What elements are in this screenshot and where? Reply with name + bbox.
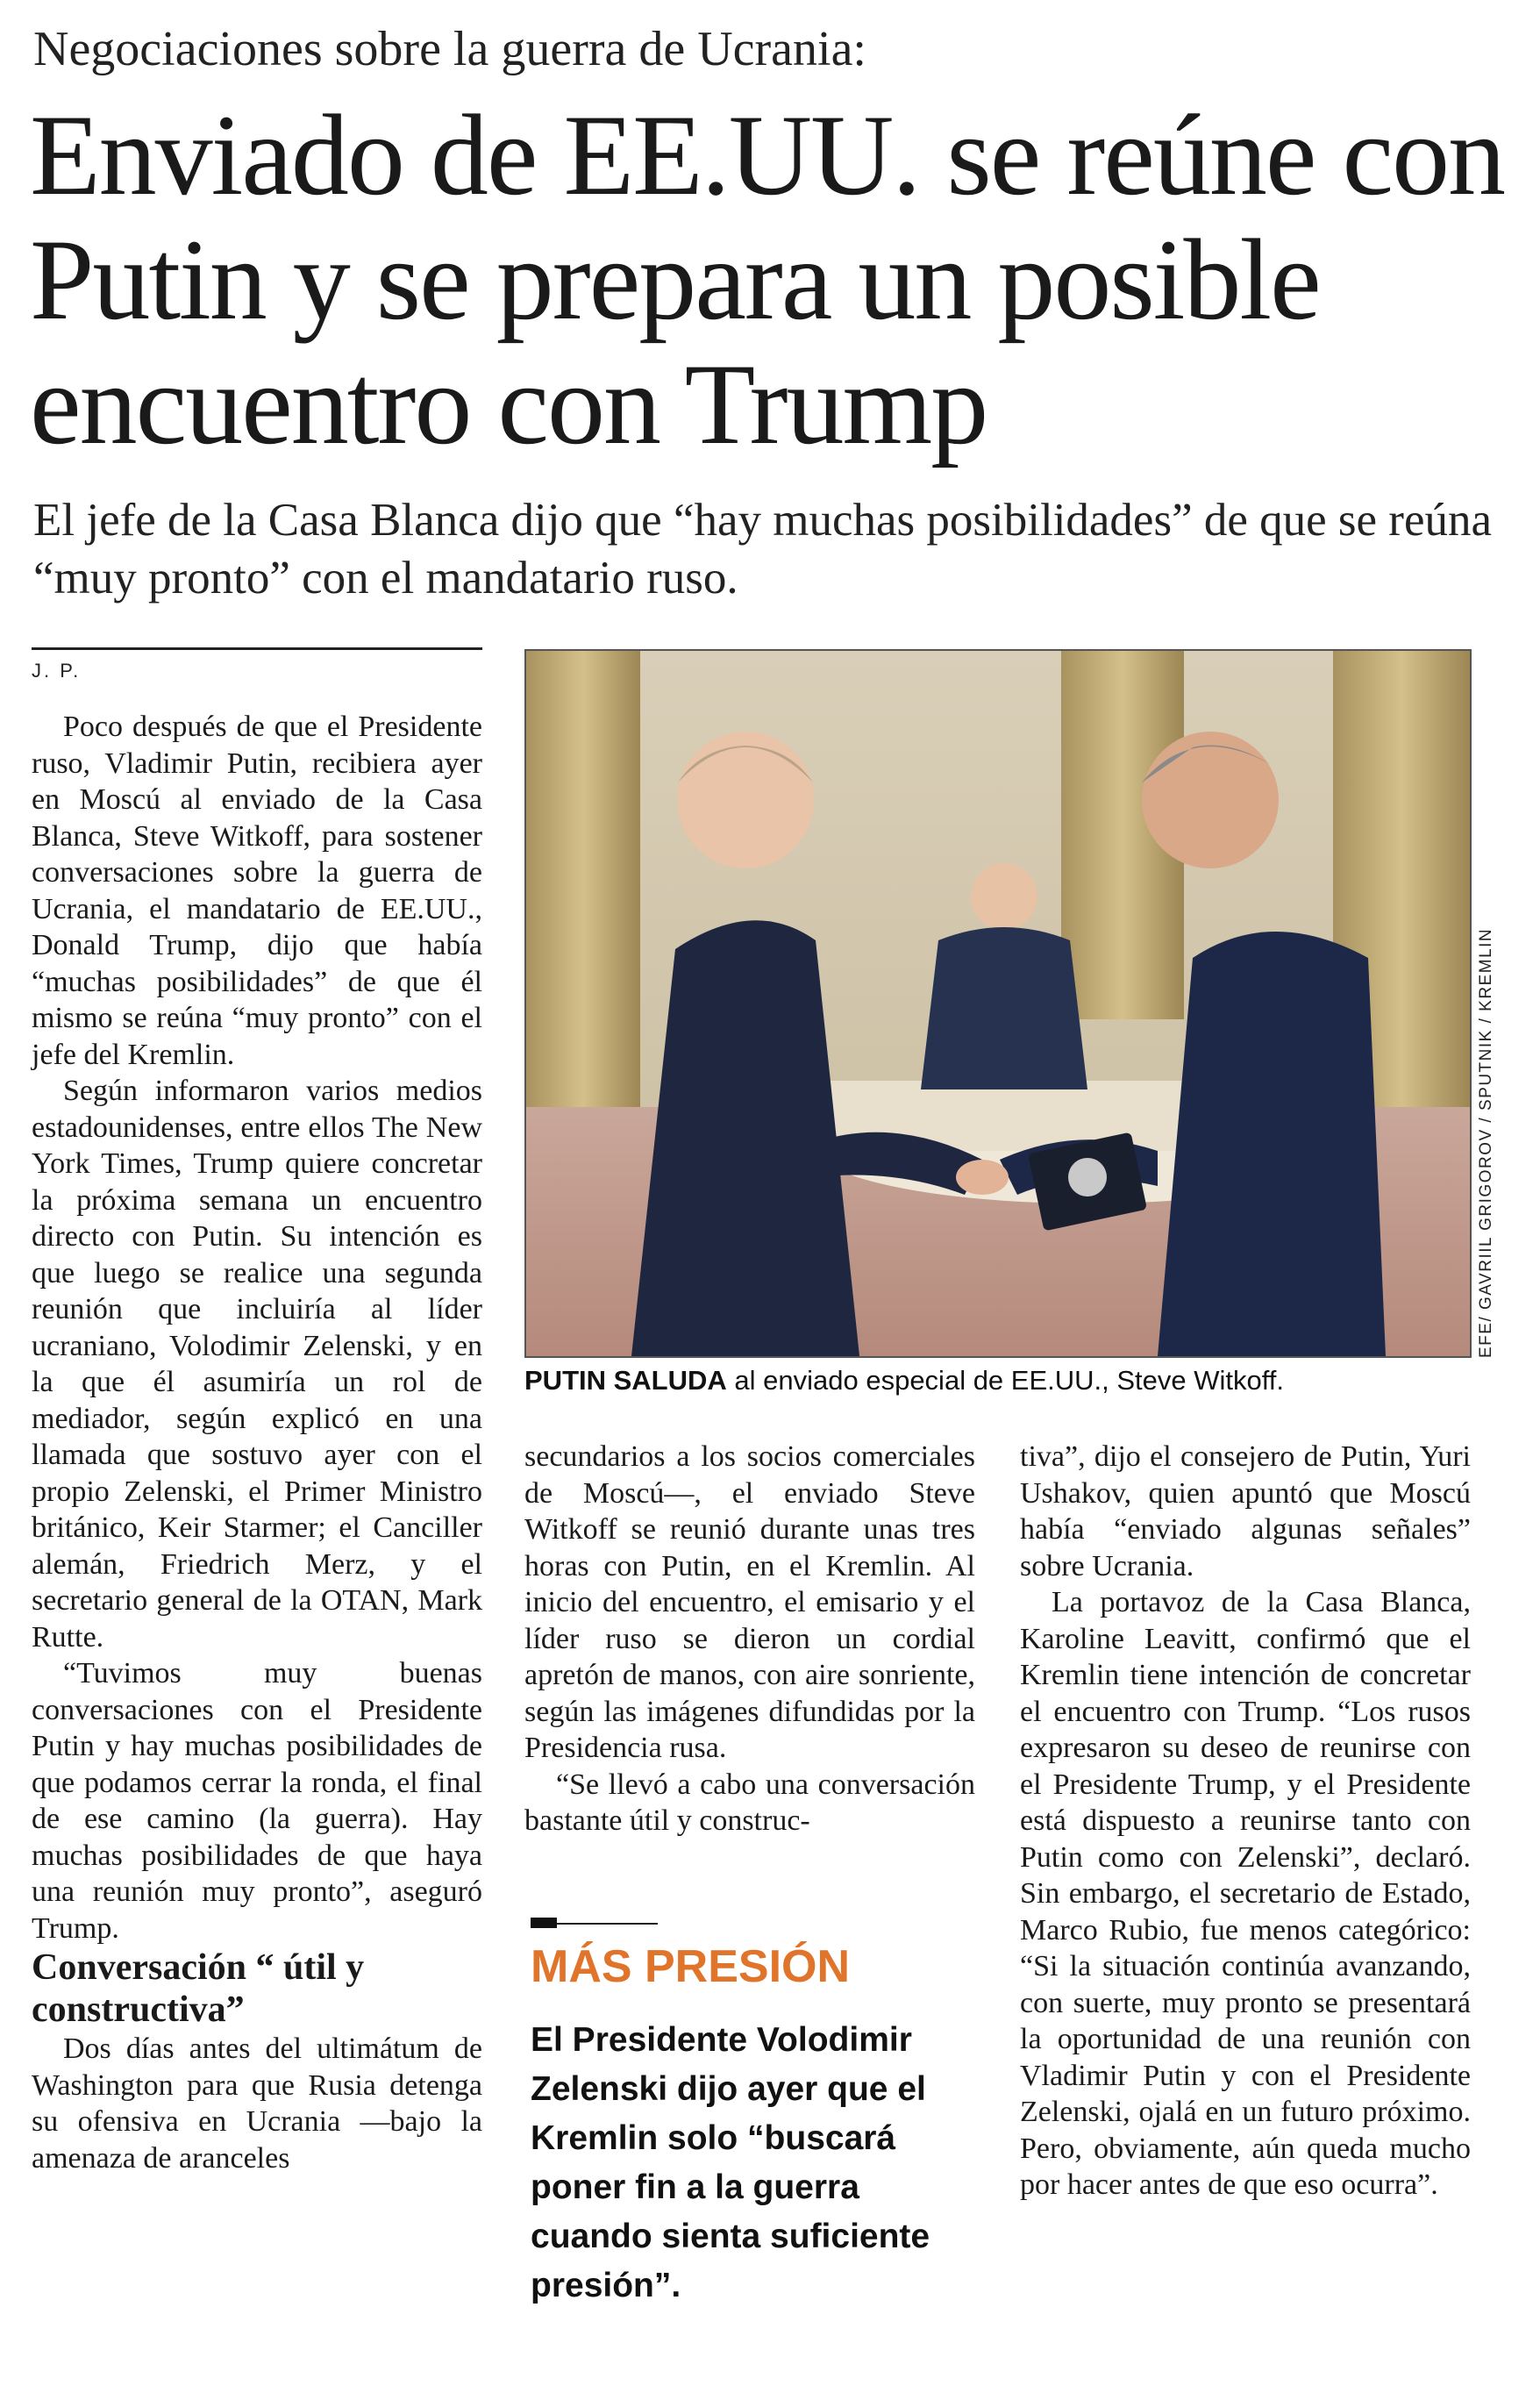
article-column-2 — [524, 1439, 975, 1839]
sidebar-body: El Presidente Volodimir Zelenski dijo ayer que el Kremlin solo “buscará poner fin a la guerra cuando sienta suficiente presión”. — [531, 2021, 930, 2304]
article-column-3 — [1020, 1439, 1471, 2204]
caption-text: al enviado especial de EE.UU., Steve Witkoff. — [726, 1365, 1285, 1396]
photo-caption — [524, 1365, 1472, 1397]
paragraph: “Se llevó a cabo una conversación bastante útil y construc- — [524, 1768, 975, 1837]
paragraph: Según informaron varios medios estadounidenses, entre ellos The New York Times, Trump quiere concretar la próxima semana un encuentro directo con Putin. Su intención es que luego se realice una segunda reunión que incluiría al líder ucraniano, Volodimir Zelenski, y en la que él asumiría un rol de mediador, según explicó en una llamada que sostuvo ayer con el propio Zelenski, el Primer Ministro británico, Keir Starmer; el Canciller alemán, Friedrich Merz, y el secretario general de la OTAN, Mark Rutte. — [32, 1075, 482, 1654]
news-photo — [524, 649, 1472, 1358]
paragraph: Poco después de que el Presidente ruso, Vladimir Putin, recibiera ayer en Moscú al enviado de la Casa Blanca, Steve Witkoff, para sostener conversaciones sobre la guerra de Ucrania, el mandatario de EE.UU., Donald Trump, dijo que había “muchas posibilidades” de que él mismo se reúna “muy pronto” con el jefe del Kremlin. — [32, 711, 482, 1071]
byline-rule — [32, 647, 482, 650]
subhead: Conversación “ útil y constructiva” — [32, 1947, 365, 2030]
kicker: Negociaciones sobre la guerra de Ucrania: — [33, 22, 866, 76]
article-column-1 — [32, 709, 482, 2176]
paragraph: Dos días antes del ultimátum de Washington para que Rusia detenga su ofensiva en Ucrania —bajo la amenaza de aranceles — [32, 2032, 482, 2175]
byline: J. P. — [32, 660, 82, 682]
caption-lead: PUTIN SALUDA — [524, 1365, 727, 1396]
deck: El jefe de la Casa Blanca dijo que “hay muchas posibilidades” de que se reúna “muy pronto” con el mandatario ruso. — [33, 495, 1493, 604]
sidebar-mark — [531, 1918, 557, 1928]
paragraph: “Tuvimos muy buenas conversaciones con el Presidente Putin y hay muchas posibilidades de que podamos cerrar la ronda, el final de ese camino (la guerra). Hay muchas posibilidades de que haya una reunión muy pronto”, aseguró Trump. — [32, 1657, 482, 1945]
headline: Enviado de EE.UU. se reúne con Putin y se prepara un posible encuentro con Trump — [30, 90, 1505, 468]
paragraph: La portavoz de la Casa Blanca, Karoline Leavitt, confirmó que el Kremlin tiene intención de concretar el encuentro con Trump. “Los rusos expresaron su deseo de reunirse con el Presidente Trump, y el Presidente está dispuesto a reunirse tanto con Putin como con Zelenski”, declaró. Sin embargo, el secretario de Estado, Marco Rubio, fue menos categórico: “Si la situación continúa avanzando, con suerte, muy pronto se presentará la oportunidad de una reunión con Vladimir Putin y con el Presidente Zelenski, ojalá en un futuro próximo. Pero, obviamente, aún queda mucho por hacer antes de que eso ocurra”. — [1020, 1586, 1471, 2201]
paragraph: tiva”, dijo el consejero de Putin, Yuri Ushakov, quien apuntó que Moscú había “enviado algunas señales” sobre Ucrania. — [1020, 1440, 1471, 1582]
paragraph: secundarios a los socios comerciales de Moscú—, el enviado Steve Witkoff se reunió durante unas tres horas con Putin, en el Kremlin. Al inicio del encuentro, el emisario y el líder ruso se dieron un cordial apretón de manos, con aire sonriente, según las imágenes difundidas por la Presidencia rusa. — [524, 1440, 975, 1764]
sidebar-title: MÁS PRESIÓN — [531, 1941, 851, 1992]
photo-credit: EFE/ GAVRIIL GRIGOROV / SPUTNIK / KREMLIN — [1477, 927, 1495, 1358]
